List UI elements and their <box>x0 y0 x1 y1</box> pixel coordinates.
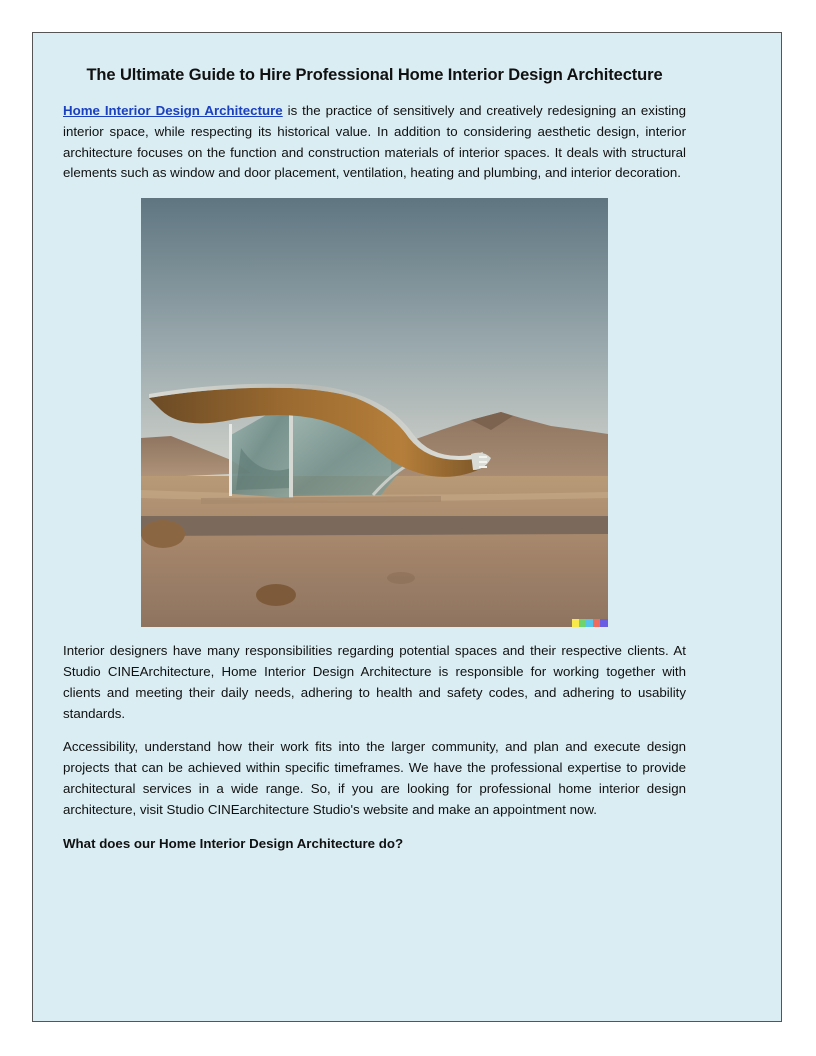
architecture-photo <box>141 198 608 627</box>
intro-paragraph <box>63 101 686 184</box>
accessibility-paragraph: Accessibility, understand how their work fits into the larger community, and plan and execute design projects that can be achieved within specific timeframes. We have the professional expertise to provide architectural services in a wide range. So, if you are looking for professional home interior design architecture, visit Studio CINEarchitecture Studio's website and make an appointment now. <box>63 739 686 817</box>
responsibilities-paragraph: Interior designers have many responsibilities regarding potential spaces and their respective clients. At Studio CINEArchitecture, Home Interior Design Architecture is responsible for working together with clients and meeting their daily needs, adhering to health and safety codes, and adhering to usability standards. <box>63 643 686 721</box>
desert-building-illustration <box>141 198 608 627</box>
home-interior-design-link[interactable]: Home Interior Design Architecture <box>63 103 283 118</box>
section-subheading: What does our Home Interior Design Architecture do? <box>63 835 404 851</box>
document-content <box>63 64 686 854</box>
document-title: The Ultimate Guide to Hire Professional Home Interior Design Architecture <box>86 66 663 84</box>
intro-text: is the practice of sensitively and creatively redesigning an existing interior space, while respecting its historical value. In addition to considering aesthetic design, interior architecture focuses on the function and construction materials of interior spaces. It deals with structural elements such as window and door placement, ventilation, heating and plumbing, and interior decoration. <box>63 103 686 181</box>
